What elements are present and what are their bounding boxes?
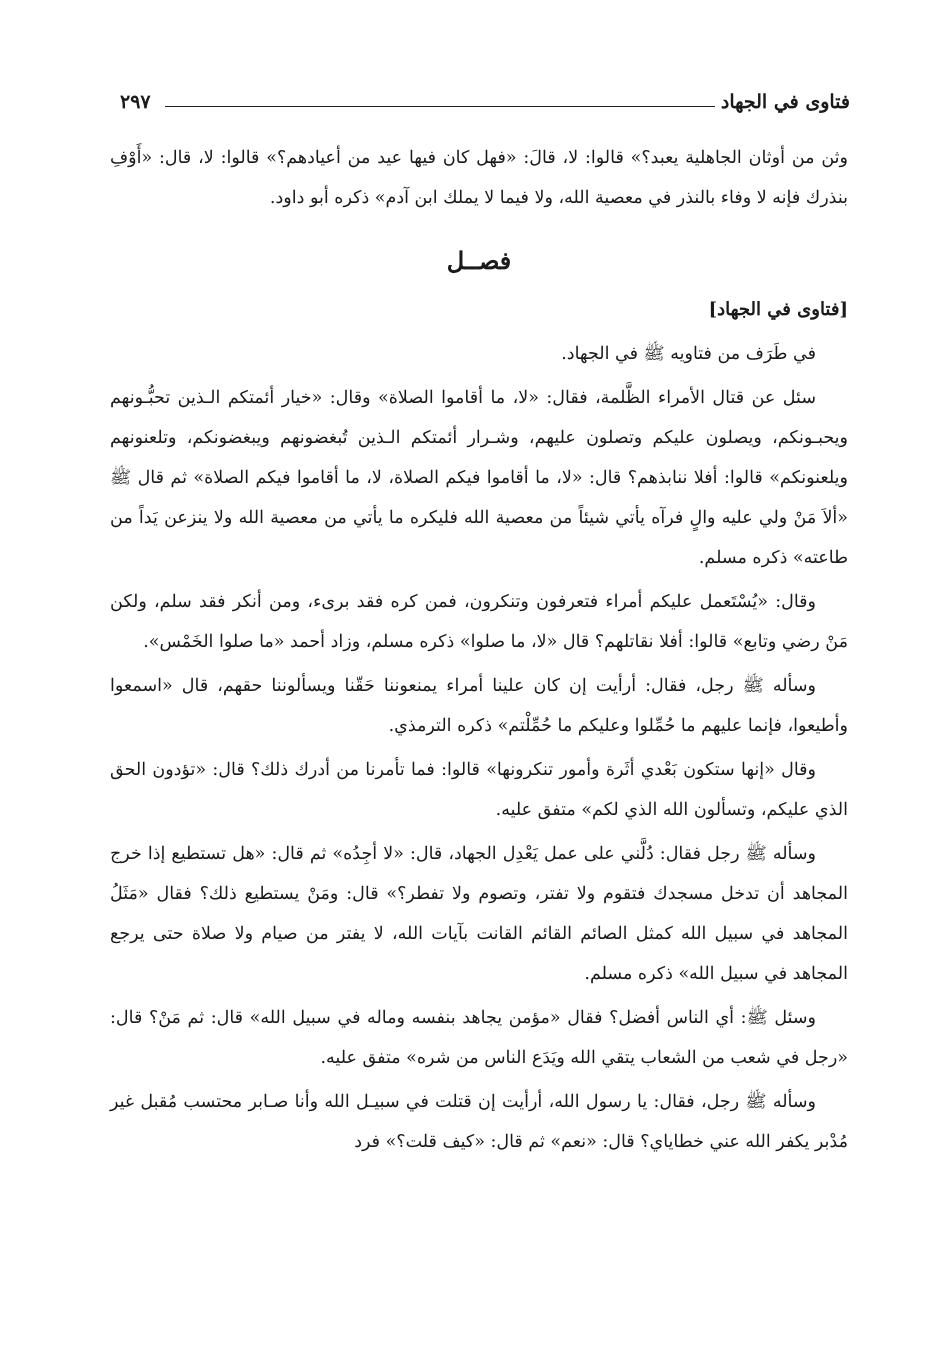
- page-number: ٢٩٧: [120, 86, 157, 118]
- body-text: [110, 138, 848, 1166]
- paragraph: سئل عن قتال الأمراء الظَّلمة، فقال: «لا، ما أقاموا الصلاة» وقال: «خيار أئمتكم الـذين تحبُّـونهم ويحبـونكم، ويصلون عليكم وتصلون عليهم، وشـرار أئمتكم الـذين تُبغضونهم ويبغضونكم، وتلعنونهم ويلعنونكم» قالوا: أفلا ننابذهم؟ قال: «لا، ما أقاموا فيكم الصلاة، لا، ما أقاموا فيكم الصلاة» ثم قال ﷺ «ألاَ مَنْ ولي عليه والٍ فرآه يأتي شيئاً من معصية الله فليكره ما يأتي من معصية الله ولا ينزعن يَداً من طاعته» ذكره مسلم.: [110, 388, 848, 568]
- paragraph: وقال: «يُسْتَعمل عليكم أمراء فتعرفون وتنكرون، فمن كره فقد برىء، ومن أنكر فقد سلم، ولكن مَنْ رضي وتابع» قالوا: أفلا نقاتلهم؟ قال «لا، ما صلوا» ذكره مسلم، وزاد أحمد «ما صلوا الخَمْس».: [110, 592, 848, 652]
- header-rule: [165, 106, 730, 107]
- paragraph-intro: في طَرَف من فتاويه ﷺ في الجهاد.: [561, 344, 816, 364]
- paragraph: وقال «إنها ستكون بَعْدي أثَرة وأمور تنكرونها» قالوا: فما تأمرنا من أدرك ذلك؟ قال: «تؤدون الحق الذي عليكم، وتسألون الله الذي لكم» متفق عليه.: [110, 760, 848, 820]
- paragraph: وسئل ﷺ: أي الناس أفضل؟ فقال «مؤمن يجاهد بنفسه وماله في سبيل الله» قال: ثم مَنْ؟ قال: «رجل في شعب من الشعاب يتقي الله ويَدَع الناس من شره» متفق عليه.: [110, 1008, 848, 1068]
- paragraph: وسأله ﷺ رجل فقال: دُلَّني على عمل يَعْدِل الجهاد، قال: «لا أجِدُه» ثم قال: «هل تستطيع إذا خرج المجاهد أن تدخل مسجدك فتقوم ولا تفتر، وتصوم ولا تفطر؟» قال: ومَنْ يستطيع ذلك؟ فقال «مَثَلُ المجاهد في سبيل الله كمثل الصائم القائم القانت بآيات الله، لا يفتر من صيام ولا صلاة حتى يرجع المجاهد في سبيل الله» ذكره مسلم.: [110, 844, 848, 984]
- paragraph: وسأله ﷺ رجل، فقال: أرأيت إن كان علينا أمراء يمنعوننا حَقّنا ويسألوننا حقهم، قال «اسمعوا وأطيعوا، فإنما عليهم ما حُمِّلوا وعليكم ما حُمِّلْتم» ذكره الترمذي.: [110, 676, 848, 736]
- running-header: [120, 86, 850, 120]
- subheading: [فتاوى في الجهاد]: [708, 299, 848, 320]
- section-title: فصــل: [446, 246, 512, 275]
- paragraph: وسأله ﷺ رجل، فقال: يا رسول الله، أرأيت إن قتلت في سبيـل الله وأنا صـابر محتسب مُقبل غير مُدْبر يكفر الله عني خطاياي؟ قال: «نعم» ثم قال: «كيف قلت؟» فرد: [110, 1092, 848, 1152]
- running-title: فتاوى في الجهاد: [715, 86, 850, 118]
- paragraph-continuation: وثن من أوثان الجاهلية يعبد؟» قالوا: لا، قالَ: «فهل كان فيها عيد من أعيادهم؟» قالوا: لا، قال: «أَوْفِ بنذرك فإنه لا وفاء بالنذر في معصية الله، ولا فيما لا يملك ابن آدم» ذكره أبو داود.: [110, 148, 848, 208]
